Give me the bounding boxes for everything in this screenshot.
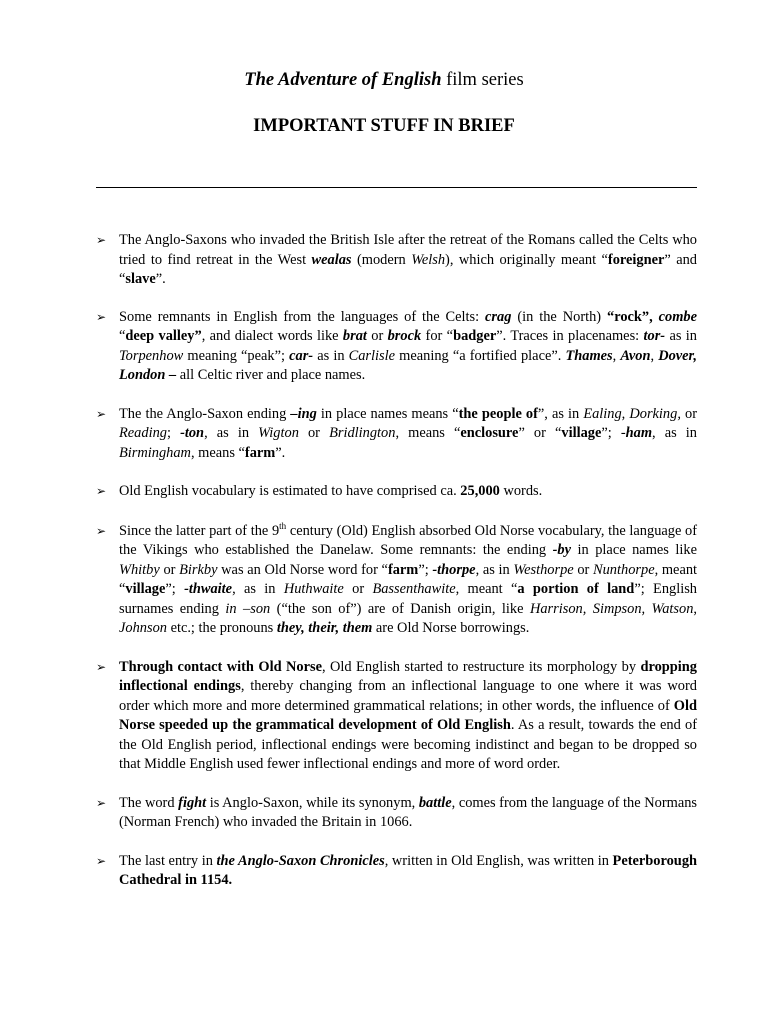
text-run: for “ bbox=[421, 328, 454, 344]
text-run: ”. bbox=[155, 271, 166, 287]
text-run: all Celtic river and place names. bbox=[176, 367, 366, 383]
text-run: -by bbox=[552, 542, 571, 558]
text-run: , meant “ bbox=[119, 561, 698, 597]
text-run: ham bbox=[625, 425, 653, 441]
text-run: Huthwaite bbox=[283, 581, 344, 597]
text-run: , comes from the language of the Normans (Norman French) who invaded the Britain in 1066. bbox=[119, 794, 697, 830]
text-run: words. bbox=[499, 483, 543, 499]
document-subtitle: IMPORTANT STUFF IN BRIEF bbox=[253, 116, 515, 136]
bullet-list bbox=[96, 231, 697, 910]
arrowhead-bullet-icon: ➢ bbox=[96, 406, 107, 421]
text-run: Dover, London – bbox=[119, 347, 697, 383]
text-run: are Old Norse borrowings. bbox=[372, 620, 530, 636]
text-run: (“the son of”) are of Danish origin, like bbox=[270, 600, 530, 617]
text-run: or bbox=[159, 561, 180, 578]
text-run: , as in bbox=[204, 425, 259, 441]
text-run: , thereby changing from an inflectional language to one where it was word order which more and more determined grammatical relations; in other words, the influence of bbox=[119, 678, 697, 714]
text-run: ), which originally meant “ bbox=[445, 251, 608, 268]
bullet-item-anglo-saxon-endings bbox=[96, 405, 697, 464]
horizontal-rule bbox=[96, 187, 697, 188]
text-run: Bassenthawite bbox=[372, 581, 456, 597]
text-run: the Anglo-Saxon Chronicles bbox=[216, 852, 385, 869]
text-run: , bbox=[693, 600, 698, 617]
text-run: Nunthorpe bbox=[593, 561, 655, 578]
text-run: brat bbox=[342, 328, 367, 344]
text-run: etc.; the pronouns bbox=[166, 620, 277, 636]
text-run: meaning “peak”; bbox=[183, 347, 290, 364]
text-run: The the Anglo-Saxon ending bbox=[119, 405, 291, 422]
text-run: they, their, them bbox=[276, 620, 373, 636]
text-run: farm bbox=[244, 444, 276, 461]
text-run: dropping inflectional endings bbox=[119, 658, 697, 694]
title-italic: The Adventure of English bbox=[244, 70, 442, 90]
text-run: or bbox=[366, 328, 388, 344]
text-run: , as in bbox=[652, 425, 697, 441]
text-run: slave bbox=[125, 271, 156, 287]
text-run: ”, as in bbox=[537, 405, 584, 422]
text-run: Westhorpe bbox=[513, 561, 574, 578]
text-run: Old English vocabulary is estimated to have comprised ca. bbox=[119, 483, 461, 499]
text-run: the people of bbox=[458, 405, 538, 422]
text-run: in –son bbox=[225, 600, 271, 617]
text-run: badger bbox=[453, 328, 497, 344]
text-run: 25,000 bbox=[460, 483, 500, 499]
text-run: combe bbox=[658, 308, 697, 325]
text-run: The Anglo-Saxons who invaded the British Isle after the retreat of the Romans called the Celts who tried to find retreat in the West bbox=[119, 232, 697, 268]
text-run: Birkby bbox=[179, 561, 218, 578]
text-run: Reading bbox=[119, 425, 167, 441]
text-run: -thorpe bbox=[432, 561, 476, 578]
text-run: a portion of land bbox=[517, 581, 635, 597]
text-run: ”; English surnames ending bbox=[119, 581, 697, 617]
text-run: or bbox=[680, 405, 697, 422]
text-run: Whitby bbox=[119, 561, 160, 578]
text-run: in place names like bbox=[571, 542, 697, 558]
text-run: ”; bbox=[165, 581, 185, 597]
text-run: was an Old Norse word for “ bbox=[217, 561, 388, 578]
text-run: Since the latter part of the 9 bbox=[119, 522, 280, 539]
bullet-item-old-norse-vocabulary bbox=[96, 522, 697, 639]
arrowhead-bullet-icon: ➢ bbox=[96, 853, 107, 868]
text-run: -ton bbox=[180, 425, 205, 441]
text-run: or bbox=[343, 581, 373, 597]
text-run: or bbox=[573, 561, 594, 578]
text-run: village bbox=[561, 425, 602, 441]
arrowhead-bullet-icon: ➢ bbox=[96, 233, 107, 247]
text-run: , written in Old English, was written in bbox=[384, 852, 613, 869]
text-run: Peterborough Cathedral in 1154. bbox=[119, 852, 698, 888]
text-run: Through contact with Old Norse bbox=[119, 658, 322, 675]
text-run: Some remnants in English from the languages of the Celts: bbox=[119, 308, 486, 325]
text-run: -thwaite bbox=[184, 581, 233, 597]
text-run: ”; bbox=[418, 561, 433, 578]
text-run: –ing bbox=[290, 405, 317, 422]
text-run: (in the North) bbox=[511, 308, 608, 325]
text-run: battle bbox=[418, 794, 452, 811]
text-run: ” or “ bbox=[518, 425, 562, 441]
superscript-run: th bbox=[279, 520, 287, 531]
text-run: Old Norse speeded up the grammatical development of Old English bbox=[119, 697, 697, 733]
text-run: “rock”, bbox=[607, 308, 653, 325]
text-run: , bbox=[612, 347, 621, 364]
text-run: foreigner bbox=[607, 251, 665, 268]
text-run: car- bbox=[289, 347, 314, 364]
text-run: The word bbox=[119, 794, 179, 811]
text-run: in place names means “ bbox=[316, 405, 459, 422]
text-run: is Anglo-Saxon, while its synonym, bbox=[206, 794, 419, 811]
text-run: brock bbox=[387, 328, 422, 344]
text-run: Wigton bbox=[258, 425, 299, 441]
arrowhead-bullet-icon: ➢ bbox=[96, 659, 107, 674]
text-run: , and dialect words like bbox=[201, 328, 343, 344]
text-run: as in bbox=[665, 328, 697, 344]
text-run: wealas bbox=[311, 251, 352, 268]
text-run: tor- bbox=[643, 328, 666, 344]
arrowhead-bullet-icon: ➢ bbox=[96, 484, 107, 498]
bullet-item-morphology bbox=[96, 658, 697, 775]
text-run: (modern bbox=[351, 251, 412, 268]
text-run: ; bbox=[166, 425, 181, 441]
text-run: fight bbox=[178, 794, 207, 811]
text-run: , as in bbox=[232, 581, 284, 597]
text-run: Thames bbox=[565, 347, 613, 364]
arrowhead-bullet-icon: ➢ bbox=[96, 523, 107, 538]
text-run: village bbox=[125, 581, 166, 597]
text-run: ” and “ bbox=[119, 251, 698, 287]
text-run: century (Old) English absorbed Old Norse vocabulary, the language of the Vikings who established the Danelaw. Some remnants: the ending bbox=[119, 522, 697, 558]
arrowhead-bullet-icon: ➢ bbox=[96, 309, 107, 324]
text-run: , meant “ bbox=[455, 581, 518, 597]
document-title bbox=[0, 68, 768, 92]
text-run: Harrison, Simpson, Watson bbox=[529, 600, 694, 617]
title-rest: film series bbox=[441, 70, 524, 90]
text-run: deep valley” bbox=[125, 328, 202, 344]
text-run: ”. bbox=[275, 444, 286, 461]
bullet-item-chronicles bbox=[96, 852, 697, 891]
text-run: The last entry in bbox=[119, 852, 217, 869]
bullet-item-fight-battle bbox=[96, 794, 697, 833]
text-run: Birmingham bbox=[119, 444, 191, 461]
text-run: ”; - bbox=[601, 425, 626, 441]
text-run: , Old English started to restructure its morphology by bbox=[321, 658, 641, 675]
bullet-item-celts-names bbox=[96, 231, 697, 290]
bullet-item-vocabulary-size bbox=[96, 482, 697, 502]
text-run: , means “ bbox=[395, 425, 461, 441]
text-run: crag bbox=[485, 308, 512, 325]
text-run: , bbox=[650, 347, 659, 364]
text-run: , means “ bbox=[190, 444, 245, 461]
text-run: ”. Traces in placenames: bbox=[496, 328, 644, 344]
text-run: . As a result, towards the end of the Old English period, inflectional endings were becoming indistinct and began to be dropped so that Middle English used fewer inflectional endings and more of word order. bbox=[119, 717, 697, 772]
text-run: farm bbox=[387, 561, 419, 578]
bullet-item-celtic-remnants bbox=[96, 308, 697, 386]
text-run: Carlisle bbox=[348, 347, 396, 364]
text-run: Johnson bbox=[119, 620, 167, 636]
arrowhead-bullet-icon: ➢ bbox=[96, 795, 107, 810]
text-run: , as in bbox=[475, 561, 514, 578]
text-run: as in bbox=[313, 347, 349, 364]
text-run: meaning “a fortified place”. bbox=[395, 347, 566, 364]
text-run: Avon bbox=[620, 347, 651, 364]
text-run: Welsh bbox=[411, 251, 446, 268]
text-run: Bridlington bbox=[329, 425, 396, 441]
text-run: “ bbox=[119, 328, 126, 344]
text-run: or bbox=[298, 425, 330, 441]
text-run: Torpenhow bbox=[119, 347, 184, 364]
text-run: enclosure bbox=[460, 425, 519, 441]
text-run: Ealing, Dorking, bbox=[583, 405, 681, 422]
